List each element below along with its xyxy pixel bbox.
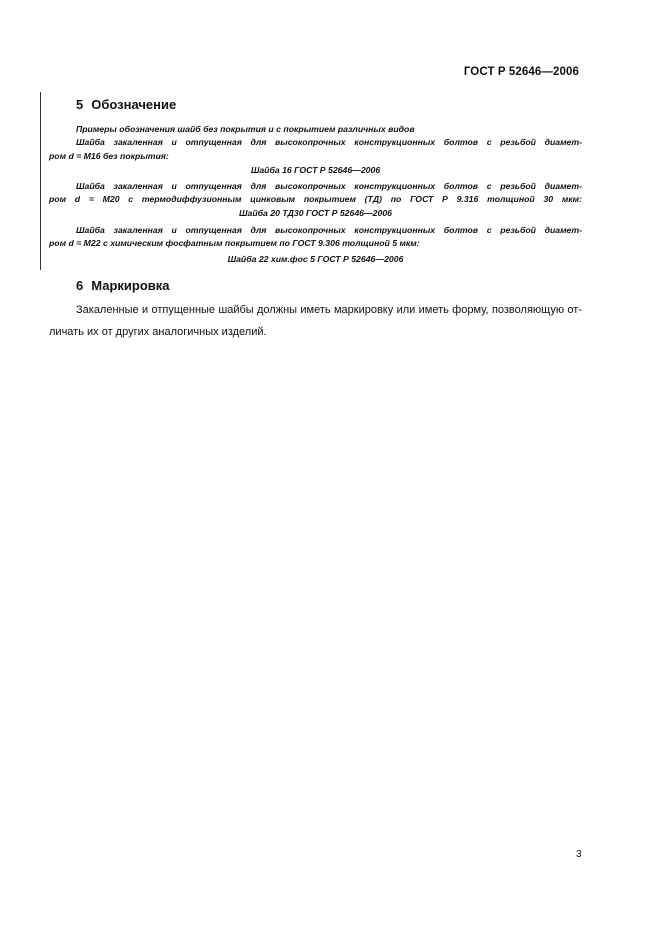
change-marker-bar — [40, 92, 41, 270]
example-3-line-2: ром d = M22 с химическим фосфатным покрытием по ГОСТ 9.306 толщиной 5 мкм: — [49, 238, 420, 248]
section-title: Обозначение — [91, 97, 177, 112]
examples-intro: Примеры обозначения шайб без покрытия и с покрытием различных видов — [76, 124, 415, 134]
example-3-line-1: Шайба закаленная и отпущенная для высокопрочных конструкционных болтов с резьбой диамет- — [76, 225, 582, 235]
example-3-designation: Шайба 22 хим.фос 5 ГОСТ Р 52646—2006 — [227, 254, 404, 264]
section-5-heading — [76, 97, 176, 112]
marking-text-line-1: Закаленные и отпущенные шайбы должны иметь маркировку или иметь форму, позволяющую от- — [76, 304, 582, 316]
document-code: ГОСТ Р 52646—2006 — [463, 66, 579, 78]
section-6-heading — [76, 278, 170, 293]
example-1-designation: Шайба 16 ГОСТ Р 52646—2006 — [250, 165, 381, 175]
example-1-line-1: Шайба закаленная и отпущенная для высокопрочных конструкционных болтов с резьбой диамет- — [76, 137, 582, 147]
section-title: Маркировка — [91, 278, 170, 293]
example-2-designation: Шайба 20 ТД30 ГОСТ Р 52646—2006 — [238, 208, 393, 218]
example-2-line-1: Шайба закаленная и отпущенная для высокопрочных конструкционных болтов с резьбой диамет- — [76, 181, 582, 191]
example-2-line-2: ром d = M20 с термодиффузионным цинковым покрытием (ТД) по ГОСТ Р 9.316 толщиной 30 мкм: — [49, 194, 582, 204]
marking-text-line-2: личать их от других аналогичных изделий. — [49, 326, 267, 338]
page-number: 3 — [576, 849, 582, 860]
example-1-line-2: ром d = M16 без покрытия: — [49, 151, 169, 161]
section-number: 6 — [76, 278, 84, 293]
section-number: 5 — [76, 97, 84, 112]
